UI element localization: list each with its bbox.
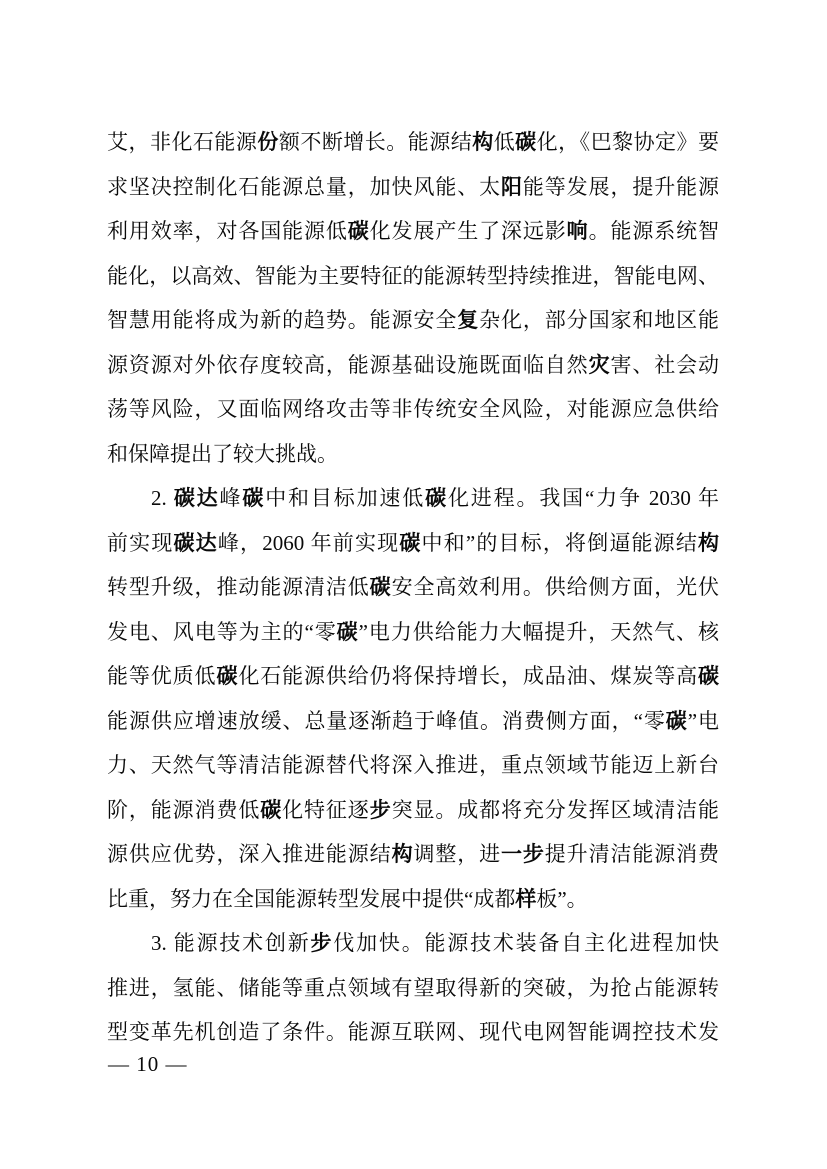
emphasized-text: 阳 — [501, 175, 523, 199]
text-line — [107, 565, 719, 610]
text-segment: 能源供应增速放缓、总量逐渐趋于峰值。消费侧方面，“零 — [107, 708, 666, 733]
text-segment: 安全高效利用。供给侧方面，光伏 — [391, 575, 720, 599]
text-line — [107, 387, 719, 432]
emphasized-text: 碳 — [515, 131, 537, 154]
text-segment: 化发展产生了深远影 — [369, 219, 567, 243]
emphasized-text: 碳 — [399, 531, 422, 555]
text-segment: 中和目标加速低 — [265, 486, 426, 510]
text-line — [107, 699, 719, 744]
text-segment: 调整，进 — [413, 842, 502, 866]
text-segment: 型变革先机创造了条件。能源互联网、现代电网智能调控技术发 — [107, 1020, 719, 1044]
text-segment: 荡等风险，又面临网络攻击等非传统安全风险，对能源应急供给 — [107, 397, 719, 421]
text-line — [107, 832, 719, 877]
emphasized-text: 步 — [369, 798, 392, 822]
emphasized-text: 响 — [566, 220, 589, 243]
page-number: — 10 — — [108, 1052, 188, 1076]
emphasized-text: 样 — [515, 887, 537, 911]
text-segment: 比重，努力在全国能源转型发展中提供“成都 — [107, 886, 516, 911]
text-segment: 阶，能源消费低 — [107, 797, 261, 822]
text-segment: 化进程。我国“力争 2030 年 — [447, 486, 720, 510]
emphasized-text: 碳 — [698, 665, 720, 688]
text-segment: 。能源系统智 — [588, 219, 720, 243]
text-segment: 杂化，部分国家和地区能 — [479, 308, 720, 332]
emphasized-text: 构 — [391, 843, 414, 866]
text-segment: ”电 — [687, 708, 719, 733]
text-segment: 和保障提出了较大挑战。 — [107, 441, 338, 466]
text-segment: ”电力供给能力大幅提升，天然气、核 — [358, 619, 719, 644]
text-line — [107, 209, 719, 254]
text-line — [107, 966, 719, 1011]
text-segment: 求坚决控制化石能源总量，加快风能、太 — [107, 174, 501, 199]
text-segment: 源资源对外依存度较高，能源基础设施既面临自然 — [107, 352, 589, 377]
emphasized-text: 复 — [457, 309, 480, 332]
text-segment: 峰，2060 年前实现 — [217, 530, 400, 555]
text-segment: 低 — [493, 130, 516, 154]
text-segment: 力、天然气等清洁能源替代将深入推进，重点领域节能迈上新台 — [107, 753, 719, 777]
emphasized-text: 一步 — [501, 843, 545, 866]
body-text — [107, 120, 719, 1055]
emphasized-text: 构 — [472, 131, 494, 154]
text-segment: 中和”的目标，将倒逼能源结 — [421, 530, 699, 555]
emphasized-text: 碳 — [216, 665, 239, 688]
emphasized-text: 碳 — [425, 487, 448, 510]
text-segment: 突显。成都将充分发挥区域清洁能 — [391, 797, 720, 822]
text-segment: 能化，以高效、智能为主要特征的能源转型持续推进，智能电网、 — [107, 263, 719, 288]
text-line — [107, 788, 719, 833]
emphasized-text: 碳 — [242, 487, 266, 510]
emphasized-text: 碳 — [347, 220, 370, 243]
emphasized-text: 灾 — [588, 353, 611, 377]
text-segment: 艾，非化石能源 — [107, 130, 258, 154]
emphasized-text: 碳 — [336, 620, 359, 644]
text-line — [107, 120, 719, 165]
text-segment: 转型升级，推动能源清洁低 — [107, 575, 370, 599]
emphasized-text: 碳达 — [173, 531, 218, 555]
text-line — [107, 654, 719, 699]
emphasized-text: 构 — [698, 531, 720, 555]
text-line — [107, 432, 719, 477]
text-segment: 化特征逐 — [282, 797, 370, 822]
text-segment: 板”。 — [536, 886, 588, 911]
text-line — [107, 298, 719, 343]
text-line — [107, 165, 719, 210]
text-segment: 2. — [151, 486, 174, 510]
text-segment: 额不断增长。能源结 — [278, 130, 473, 154]
emphasized-text: 碳达 — [173, 487, 220, 510]
text-line — [107, 254, 719, 299]
text-segment: 化石能源供给仍将保持增长，成品油、煤炭等高 — [238, 664, 699, 688]
text-line — [107, 1010, 719, 1055]
text-segment: 前实现 — [107, 530, 174, 555]
text-segment: 害、社会动 — [610, 352, 720, 377]
text-line — [107, 343, 719, 388]
text-segment: 智慧用能将成为新的趋势。能源安全 — [107, 308, 458, 332]
emphasized-text: 碳 — [369, 576, 392, 599]
text-segment: 提升清洁能源消费 — [544, 842, 720, 866]
text-segment: 能等发展，提升能源 — [522, 174, 720, 199]
text-segment: 源供应优势，深入推进能源结 — [107, 842, 392, 866]
text-line — [107, 476, 719, 521]
text-segment: 峰 — [219, 486, 243, 510]
text-segment: 推进，氢能、储能等重点领域有望取得新的突破，为抢占能源转 — [107, 975, 719, 1000]
text-segment: 利用效率，对各国能源低 — [107, 219, 348, 243]
text-segment: 能等优质低 — [107, 664, 217, 688]
emphasized-text: 碳 — [665, 709, 688, 733]
text-segment: 发电、风电等为主的“零 — [107, 619, 337, 644]
emphasized-text: 份 — [257, 131, 279, 154]
text-line — [107, 921, 719, 966]
emphasized-text: 碳 — [260, 798, 283, 822]
text-segment: 伐加快。能源技术装备自主化进程加快 — [333, 931, 720, 955]
text-segment: 3. 能源技术创新 — [151, 931, 311, 955]
text-segment: 化，《巴黎协定》要 — [536, 130, 720, 154]
emphasized-text: 步 — [310, 932, 334, 955]
text-line — [107, 610, 719, 655]
text-line — [107, 877, 719, 922]
text-line — [107, 521, 719, 566]
text-line — [107, 743, 719, 788]
